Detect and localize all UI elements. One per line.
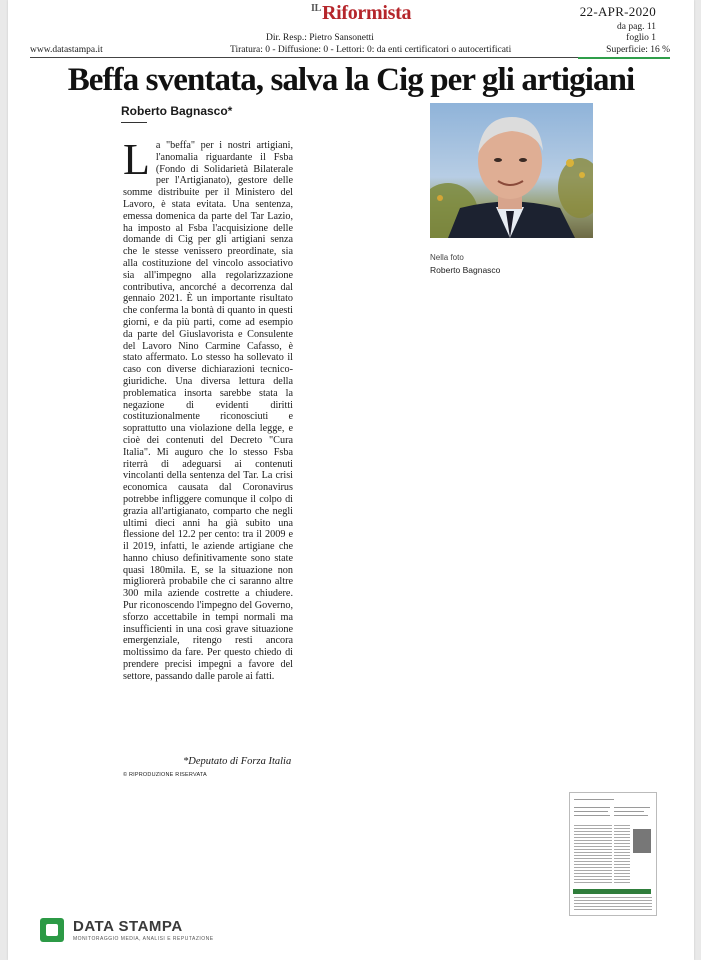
author-rule — [121, 122, 147, 123]
info-bar — [30, 45, 670, 57]
thumb-line — [614, 815, 648, 816]
datastampa-tagline: MONITORAGGIO MEDIA, ANALISI E REPUTAZIONE — [73, 936, 214, 942]
surface-info: Superficie: 16 % — [606, 45, 670, 55]
director-line: Dir. Resp.: Pietro Sansonetti — [266, 33, 374, 43]
portrait-illustration — [430, 103, 593, 238]
article-body-text: a "beffa" per i nostri artigiani, l'anomalia riguardante il Fsba (Fondo di Solidarietà Bilaterale per l'Artigianato), gestore delle somme distribuite per il Ministero del Lavoro, è stata evitata. Una sentenza, emessa domenica da parte del Tar Lazio, ha imposto al Fsba l'acquisizione delle domande di Cig per gli artigiani senza che le stesse venissero preordinate, sia alla costituzione del vincolo associativo sia all'impegno alla regolarizzazione contributiva, ancorché a decorrenza dal gennaio 2021. È un importante risultato che conferma la bontà di quanto in questi giorni, e da più parti, come ad esempio da parte del Giuslavorista e Consulente del Lavoro Nino Carmine Cafasso, è stato affermato. Lo stesso ha sollevato il caso con diverse dichiarazioni tecnico-giuridiche. Una diversa lettura della problematica insorta sarebbe stata la negazione di evidenti diritti costituzionalmente riconosciuti e soprattutto una violazione della legge, e cioè dei contenuti del Decreto "Cura Italia". Mi auguro che lo stesso Fsba riterrà di adeguarsi ai contenuti vincolanti della sentenza del Tar. La crisi economica causata dal Coronavirus potrebbe infliggere comunque il colpo di grazia all'artigianato, comparto che negli ultimi dieci anni ha già subito una flessione del 12.2 per cento: tra il 2009 e il 2019, infatti, le aziende artigiane che hanno chiuso definitivamente sono state quasi 180mila. E, se la situazione non migliorerà probabile che ci saranno altre 300 mila aziende costrette a chiudere. Pur riconoscendo l'impegno del Governo, sforzo accettabile in tempi normali ma insufficienti in una così grave situazione emergenziale, ritengo resti ancora moltissimo da fare. Per questo chiedo di prendere precisi impegni a favore del settore, passando dalle parole ai fatti. — [123, 140, 293, 682]
thumb-column — [614, 825, 630, 885]
thumb-line — [574, 815, 610, 816]
photo-caption-label: Nella foto — [430, 253, 464, 262]
newspaper-page — [8, 0, 694, 960]
article-headline: Beffa sventata, salva la Cig per gli artigiani — [67, 62, 635, 98]
author-signature: *Deputato di Forza Italia — [183, 756, 292, 767]
thumb-line — [574, 807, 610, 808]
site-url: www.datastampa.it — [30, 45, 103, 55]
page-meta — [617, 22, 656, 44]
article-author: Roberto Bagnasco* — [121, 104, 233, 118]
datastampa-logo-icon — [40, 918, 64, 942]
circulation-info: Tiratura: 0 - Diffusione: 0 - Lettori: 0: da enti certificatori o autocertificati — [230, 45, 512, 55]
datastampa-brand: DATA STAMPA — [73, 918, 183, 935]
logo-text: Riformista — [321, 2, 412, 24]
thumb-line — [574, 811, 608, 812]
reproduction-notice: © RIPRODUZIONE RISERVATA — [123, 772, 207, 778]
drop-cap: L — [123, 135, 150, 184]
masthead-logo — [311, 2, 411, 25]
thumb-line — [614, 811, 644, 812]
thumb-column — [574, 825, 612, 885]
logo-prefix: IL — [311, 3, 321, 15]
article-body — [123, 135, 293, 683]
page-from: da pag. 11 — [617, 22, 656, 32]
page-thumbnail[interactable] — [569, 792, 657, 916]
author-photo — [430, 103, 593, 238]
thumb-photo — [633, 829, 651, 853]
header-rule — [30, 57, 670, 58]
thumb-line — [614, 807, 650, 808]
publication-date: 22-APR-2020 — [579, 4, 656, 19]
thumb-footer-lines — [574, 897, 652, 911]
photo-caption-name: Roberto Bagnasco — [430, 265, 501, 275]
surface-accent-line — [578, 57, 670, 59]
thumb-banner — [573, 889, 651, 894]
thumb-line — [574, 799, 614, 800]
sheet-number: foglio 1 — [626, 33, 656, 43]
